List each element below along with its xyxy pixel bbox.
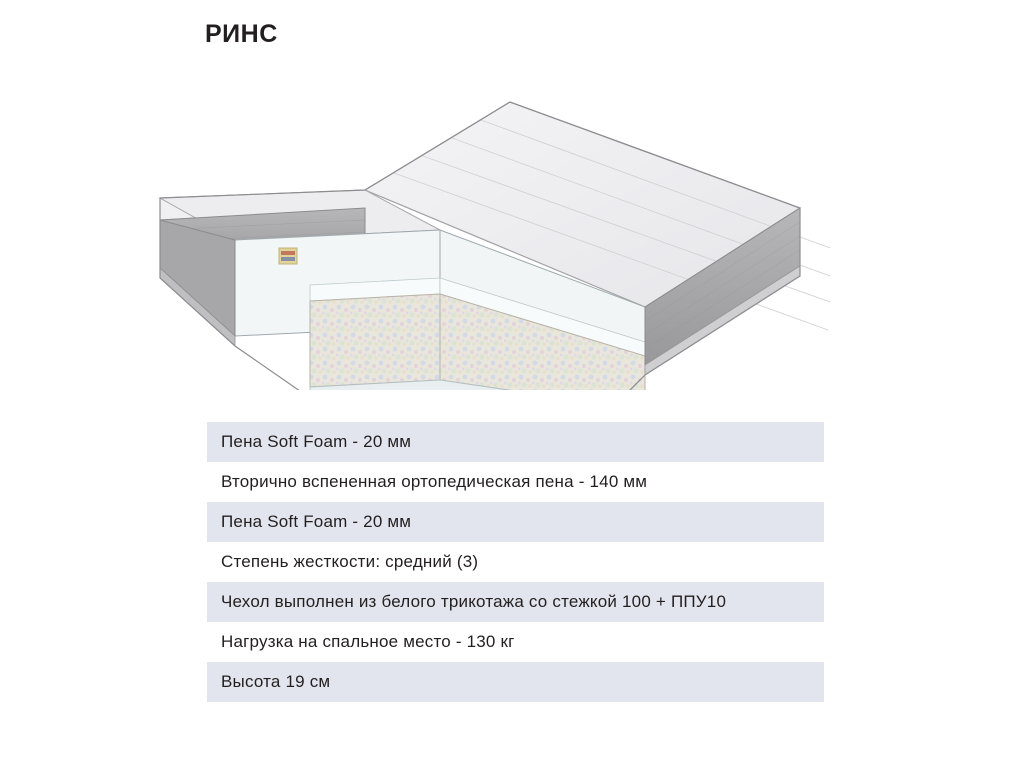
spec-row xyxy=(207,462,824,502)
spec-row xyxy=(207,422,824,462)
spec-row-text: Нагрузка на спальное место - 130 кг xyxy=(221,632,515,651)
mattress-cutaway-illustration xyxy=(140,80,830,390)
spec-list xyxy=(207,422,824,702)
spec-row-text: Высота 19 см xyxy=(221,672,331,691)
page-title: РИНС xyxy=(205,20,278,48)
spec-row-text: Пена Soft Foam - 20 мм xyxy=(221,512,412,531)
spec-row-text: Вторично вспененная ортопедическая пена - 140 мм xyxy=(221,472,648,491)
spec-row xyxy=(207,542,824,582)
spec-row-text: Степень жесткости: средний (3) xyxy=(221,552,479,571)
spec-row xyxy=(207,662,824,702)
spec-row xyxy=(207,582,824,622)
spec-row xyxy=(207,622,824,662)
spec-row-text: Чехол выполнен из белого трикотажа со стежкой 100 + ППУ10 xyxy=(221,592,727,611)
spec-row xyxy=(207,502,824,542)
spec-row-text: Пена Soft Foam - 20 мм xyxy=(221,432,412,451)
